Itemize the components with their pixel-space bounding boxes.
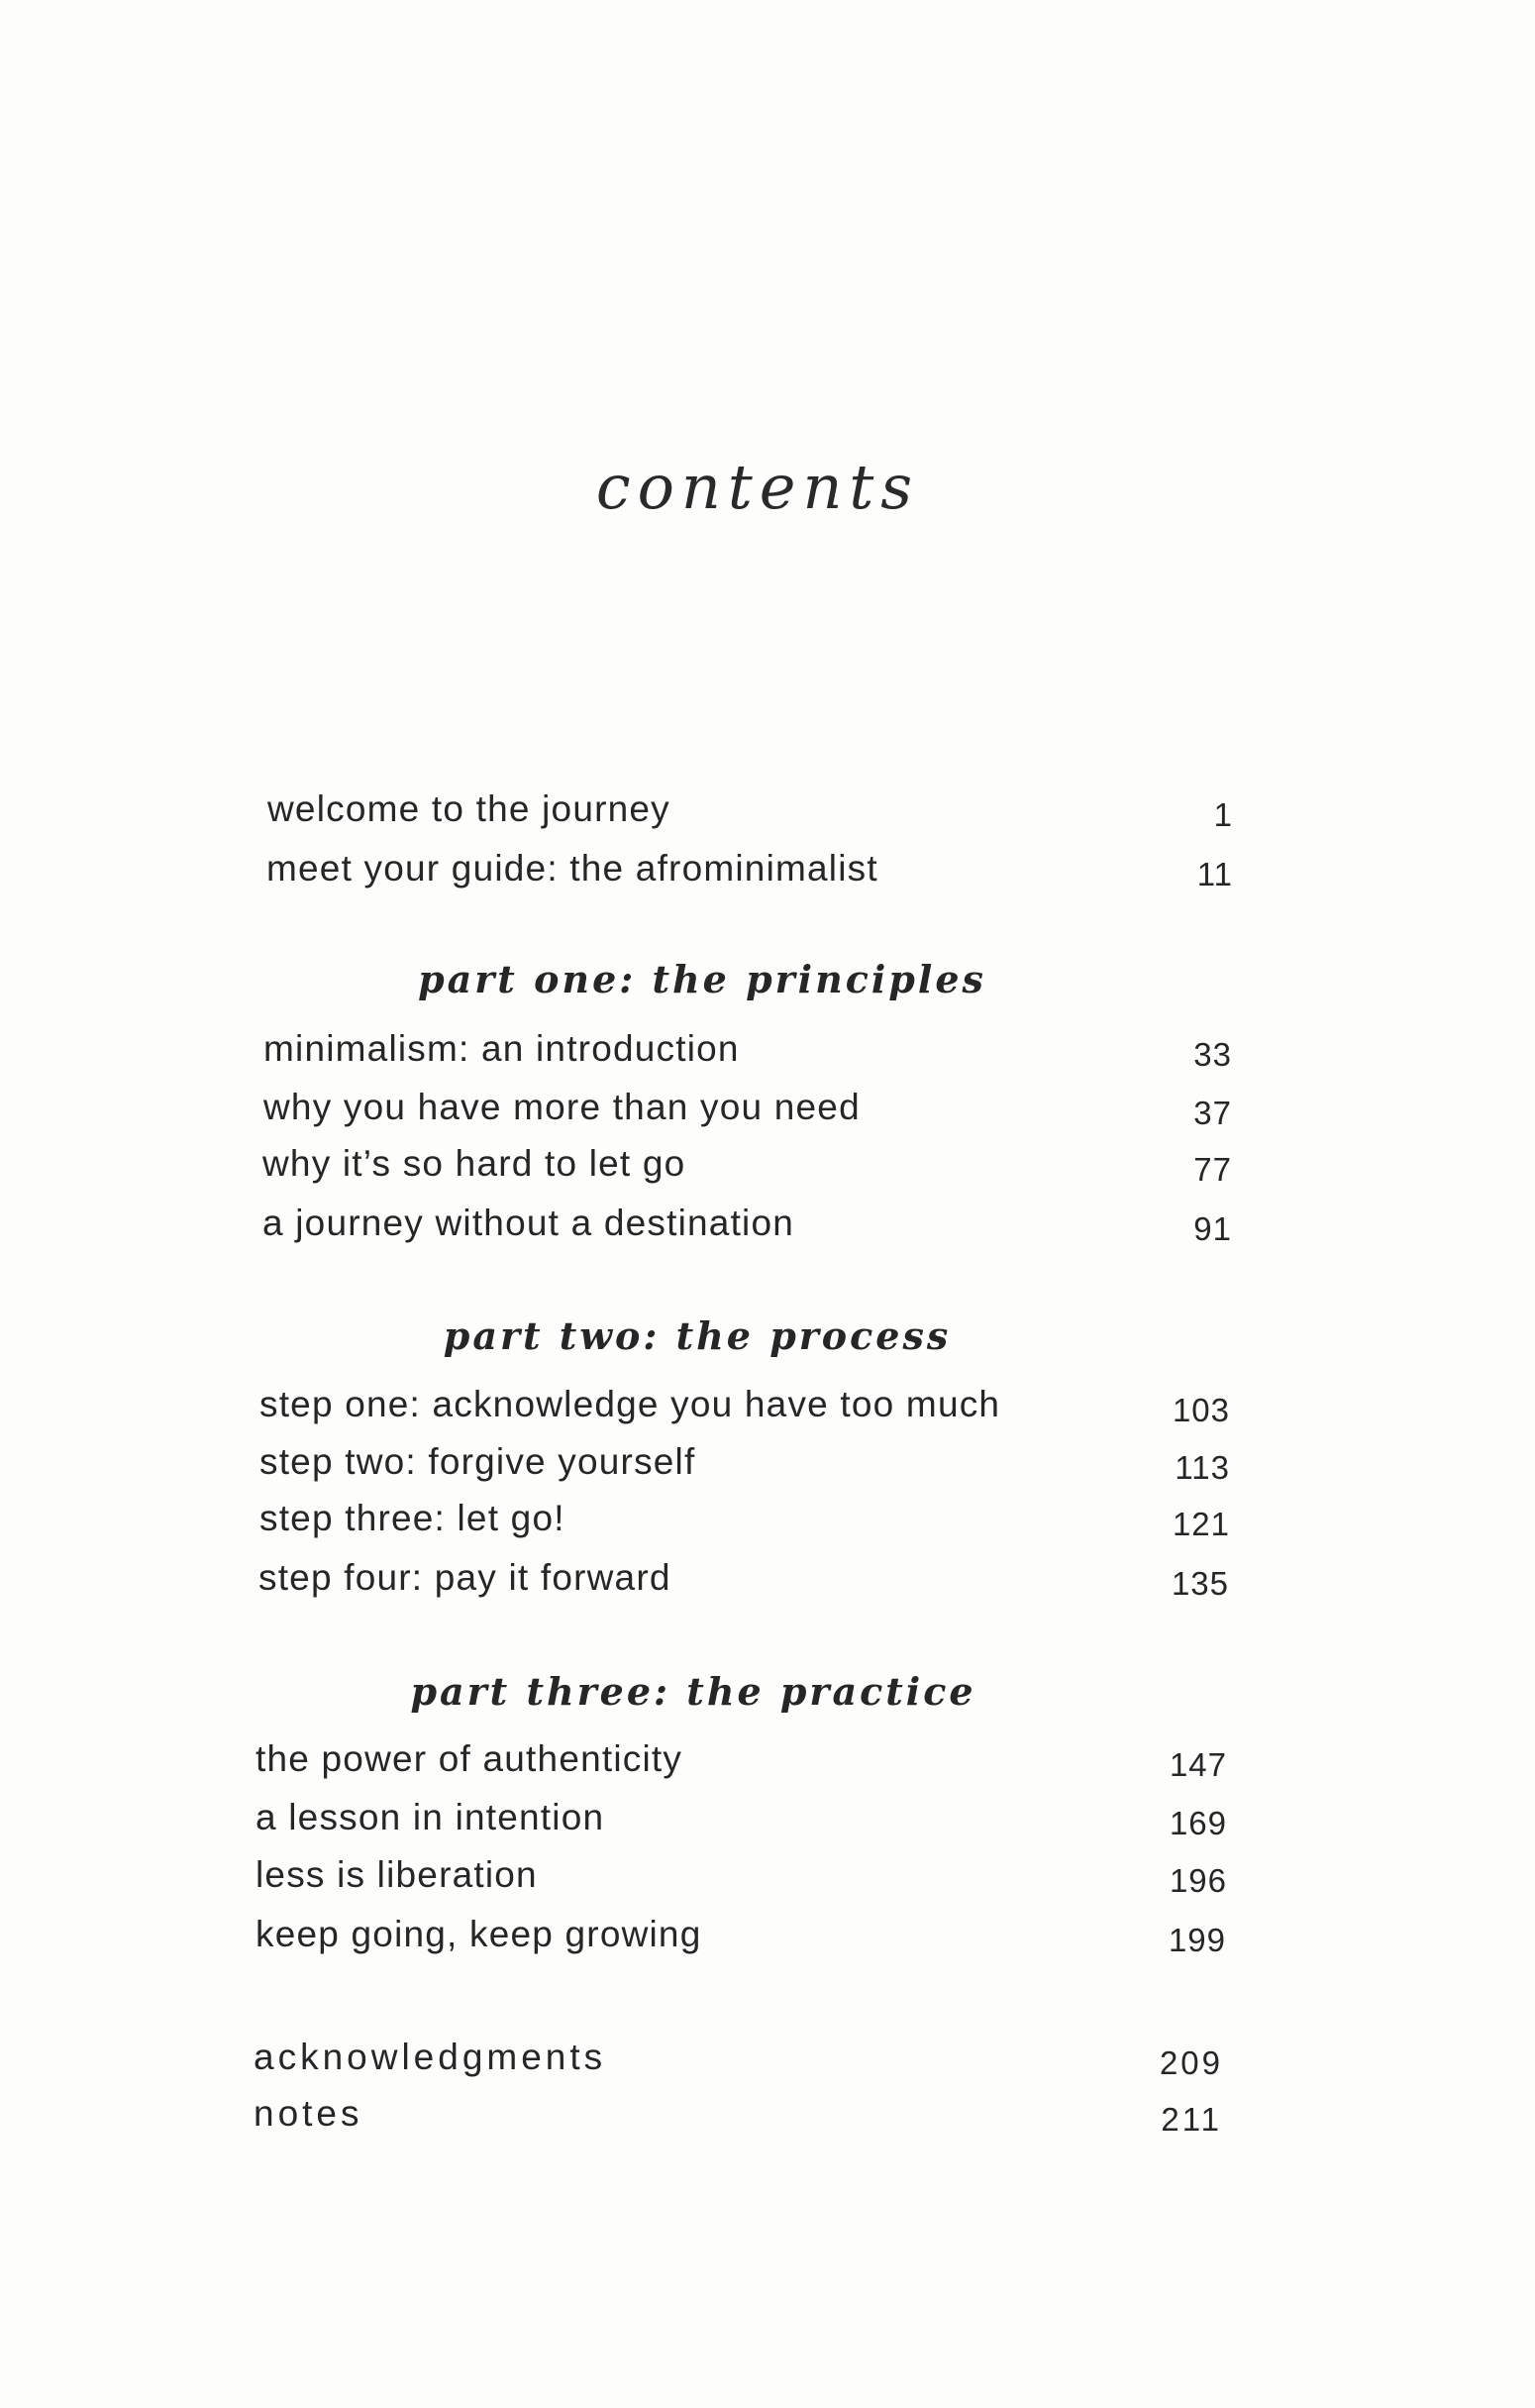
toc-entry[interactable] [256,1850,1227,1900]
toc-entry-label: step two: forgive yourself [259,1441,696,1482]
toc-entry-label: meet your guide: the afrominimalist [266,848,878,889]
part-heading: part one: the principles [418,957,986,1001]
toc-entry[interactable] [259,1437,1230,1487]
toc-entry[interactable] [258,1553,1229,1603]
toc-entry[interactable] [263,1083,1232,1132]
toc-entry-page: 77 [1193,1151,1232,1188]
toc-entry-page: 37 [1193,1095,1232,1131]
toc-entry-label: a lesson in intention [256,1797,605,1837]
toc-entry-label: step three: let go! [259,1498,565,1538]
toc-entry-label: step four: pay it forward [258,1557,671,1598]
toc-entry-label: minimalism: an introduction [263,1028,740,1069]
toc-entry-page: 209 [1159,2044,1223,2081]
toc-entry-label: notes [254,2093,363,2134]
toc-entry[interactable] [254,2089,1222,2139]
toc-entry-label: acknowledgments [254,2037,607,2077]
toc-entry[interactable] [259,1494,1230,1543]
toc-entry-page: 91 [1193,1210,1232,1247]
toc-entry-page: 199 [1168,1922,1226,1958]
toc-entry[interactable] [266,844,1233,893]
toc-entry[interactable] [254,2033,1223,2082]
toc-entry-page: 121 [1172,1506,1230,1542]
toc-entry[interactable] [267,785,1233,834]
toc-entry[interactable] [256,1910,1226,1959]
toc-entry[interactable] [256,1734,1227,1784]
toc-entry-page: 169 [1169,1805,1227,1841]
toc-entry-label: why it’s so hard to let go [262,1143,686,1184]
toc-entry-page: 113 [1175,1449,1230,1486]
page-title: contents [595,451,920,523]
toc-entry[interactable] [262,1139,1232,1189]
toc-entry[interactable] [259,1380,1230,1429]
toc-entry-page: 196 [1169,1862,1227,1899]
toc-entry-page: 103 [1172,1392,1230,1428]
toc-entry[interactable] [263,1024,1232,1074]
toc-entry-page: 11 [1196,856,1233,892]
toc-entry[interactable] [256,1793,1227,1842]
toc-entry[interactable] [262,1199,1232,1248]
part-heading: part three: the practice [410,1669,976,1714]
toc-entry-page: 1 [1213,796,1233,833]
toc-entry-label: the power of authenticity [256,1738,683,1779]
toc-entry-label: keep going, keep growing [256,1914,702,1954]
toc-entry-label: why you have more than you need [263,1087,861,1127]
toc-entry-label: less is liberation [256,1854,538,1895]
toc-entry-page: 211 [1161,2101,1222,2138]
toc-entry-label: welcome to the journey [267,788,670,829]
toc-entry-label: step one: acknowledge you have too much [259,1384,1001,1424]
toc-entry-page: 147 [1169,1746,1227,1783]
toc-entry-label: a journey without a destination [262,1203,795,1243]
toc-entry-page: 135 [1171,1565,1229,1602]
toc-entry-page: 33 [1193,1036,1232,1073]
part-heading: part two: the process [443,1313,952,1358]
